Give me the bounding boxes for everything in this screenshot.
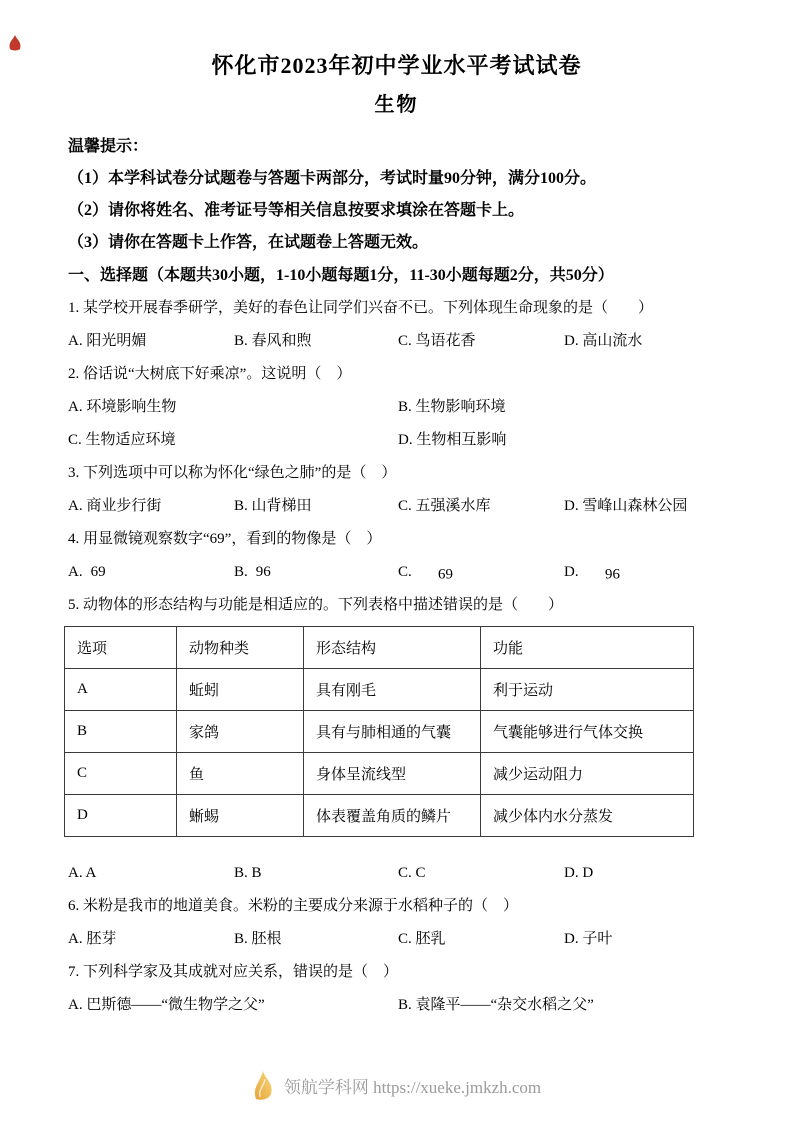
table-cell: B xyxy=(65,711,177,753)
notice-item: （3）请你在答题卡上作答，在试题卷上答题无效。 xyxy=(68,234,429,251)
table-row xyxy=(65,795,694,837)
table-cell: 蚯蚓 xyxy=(177,669,304,711)
option-b: B. 山背梯田 xyxy=(234,498,312,514)
option-a: A. 巴斯德——“微生物学之父” xyxy=(68,997,265,1013)
xueke-logo-icon xyxy=(252,1070,276,1100)
option-d: D. 子叶 xyxy=(564,931,613,947)
table-cell: 减少体内水分蒸发 xyxy=(481,795,694,837)
question-7 xyxy=(64,962,729,1016)
option-d: D. 生物相互影响 xyxy=(398,432,507,448)
option-a: A. 阳光明媚 xyxy=(68,333,147,349)
notice-item: （1）本学科试卷分试题卷与答题卡两部分，考试时量90分钟，满分100分。 xyxy=(68,170,597,187)
question-options xyxy=(64,995,729,1016)
question-options xyxy=(64,562,729,583)
table-cell: 气囊能够进行气体交换 xyxy=(481,711,694,753)
table-cell: A xyxy=(65,669,177,711)
question-options xyxy=(64,496,729,517)
exam-title: 怀化市2023年初中学业水平考试试卷 xyxy=(211,53,582,78)
section-heading: 一、选择题（本题共30小题，1-10小题每题1分，11-30小题每题2分，共50分） xyxy=(68,267,614,284)
question-stem: 3. 下列选项中可以称为怀化“绿色之肺”的是（ ） xyxy=(68,465,397,481)
option-c: C. 鸟语花香 xyxy=(398,333,476,349)
table-cell: 具有与肺相通的气囊 xyxy=(304,711,481,753)
red-stamp-icon xyxy=(8,34,23,51)
table-cell: 减少运动阻力 xyxy=(481,753,694,795)
option-c-rotated: C. 69 xyxy=(398,564,453,581)
question-options xyxy=(64,863,729,884)
option-c: C. 五强溪水库 xyxy=(398,498,491,514)
table-cell: 家鸽 xyxy=(177,711,304,753)
table-cell: 体表覆盖角质的鳞片 xyxy=(304,795,481,837)
option-d: D. D xyxy=(564,865,594,881)
option-c: C. C xyxy=(398,865,426,881)
option-a: A. 69 xyxy=(68,564,106,580)
question-stem: 5. 动物体的形态结构与功能是相适应的。下列表格中描述错误的是（ ） xyxy=(68,597,564,613)
option-b: B. 春风和煦 xyxy=(234,333,312,349)
question-stem: 2. 俗话说“大树底下好乘凉”。这说明（ ） xyxy=(68,366,352,382)
option-c: C. 胚乳 xyxy=(398,931,446,947)
table-row xyxy=(65,753,694,795)
table-cell: C xyxy=(65,753,177,795)
option-d-rotated: D. 96 xyxy=(564,564,620,581)
option-a: A. A xyxy=(68,865,97,881)
option-c: C. 生物适应环境 xyxy=(68,432,176,448)
question-options xyxy=(64,397,729,451)
notice-heading: 温馨提示： xyxy=(68,138,149,155)
question-5 xyxy=(64,595,729,884)
table-header: 选项 xyxy=(65,627,177,669)
watermark-footer xyxy=(0,1070,793,1100)
table-cell: 蜥蜴 xyxy=(177,795,304,837)
option-b: B. B xyxy=(234,865,262,881)
option-a: A. 胚芽 xyxy=(68,931,117,947)
table-row xyxy=(65,711,694,753)
question-stem: 4. 用显微镜观察数字“69”，看到的物像是（ ） xyxy=(68,531,382,547)
watermark-text: 领航学科网 https://xueke.jmkzh.com xyxy=(283,1077,542,1097)
question-2 xyxy=(64,364,729,451)
option-a: A. 商业步行街 xyxy=(68,498,162,514)
question-1 xyxy=(64,298,729,352)
option-b: B. 生物影响环境 xyxy=(398,399,506,415)
question-4 xyxy=(64,529,729,583)
option-a: A. 环境影响生物 xyxy=(68,399,177,415)
question-3 xyxy=(64,463,729,517)
option-d: D. 高山流水 xyxy=(564,333,643,349)
option-b: B. 胚根 xyxy=(234,931,282,947)
table-header-row xyxy=(65,627,694,669)
notice-item: （2）请你将姓名、准考证号等相关信息按要求填涂在答题卡上。 xyxy=(68,202,525,219)
option-d: D. 雪峰山森林公园 xyxy=(564,498,688,514)
question-options xyxy=(64,929,729,950)
table-cell: D xyxy=(65,795,177,837)
table-cell: 利于运动 xyxy=(481,669,694,711)
table-header: 动物种类 xyxy=(177,627,304,669)
question-6 xyxy=(64,896,729,950)
table-cell: 具有刚毛 xyxy=(304,669,481,711)
table-header: 形态结构 xyxy=(304,627,481,669)
table-header: 功能 xyxy=(481,627,694,669)
q5-table xyxy=(64,626,694,837)
question-stem: 7. 下列科学家及其成就对应关系，错误的是（ ） xyxy=(68,964,399,980)
question-options xyxy=(64,331,729,352)
table-row xyxy=(65,669,694,711)
option-b: B. 袁隆平——“杂交水稻之父” xyxy=(398,997,594,1013)
question-stem: 1. 某学校开展春季研学，美好的春色让同学们兴奋不已。下列体现生命现象的是（ ） xyxy=(68,300,654,316)
table-cell: 鱼 xyxy=(177,753,304,795)
exam-subject: 生物 xyxy=(374,94,419,116)
question-stem: 6. 米粉是我市的地道美食。米粉的主要成分来源于水稻种子的（ ） xyxy=(68,898,519,914)
option-b: B. 96 xyxy=(234,564,271,580)
table-cell: 身体呈流线型 xyxy=(304,753,481,795)
